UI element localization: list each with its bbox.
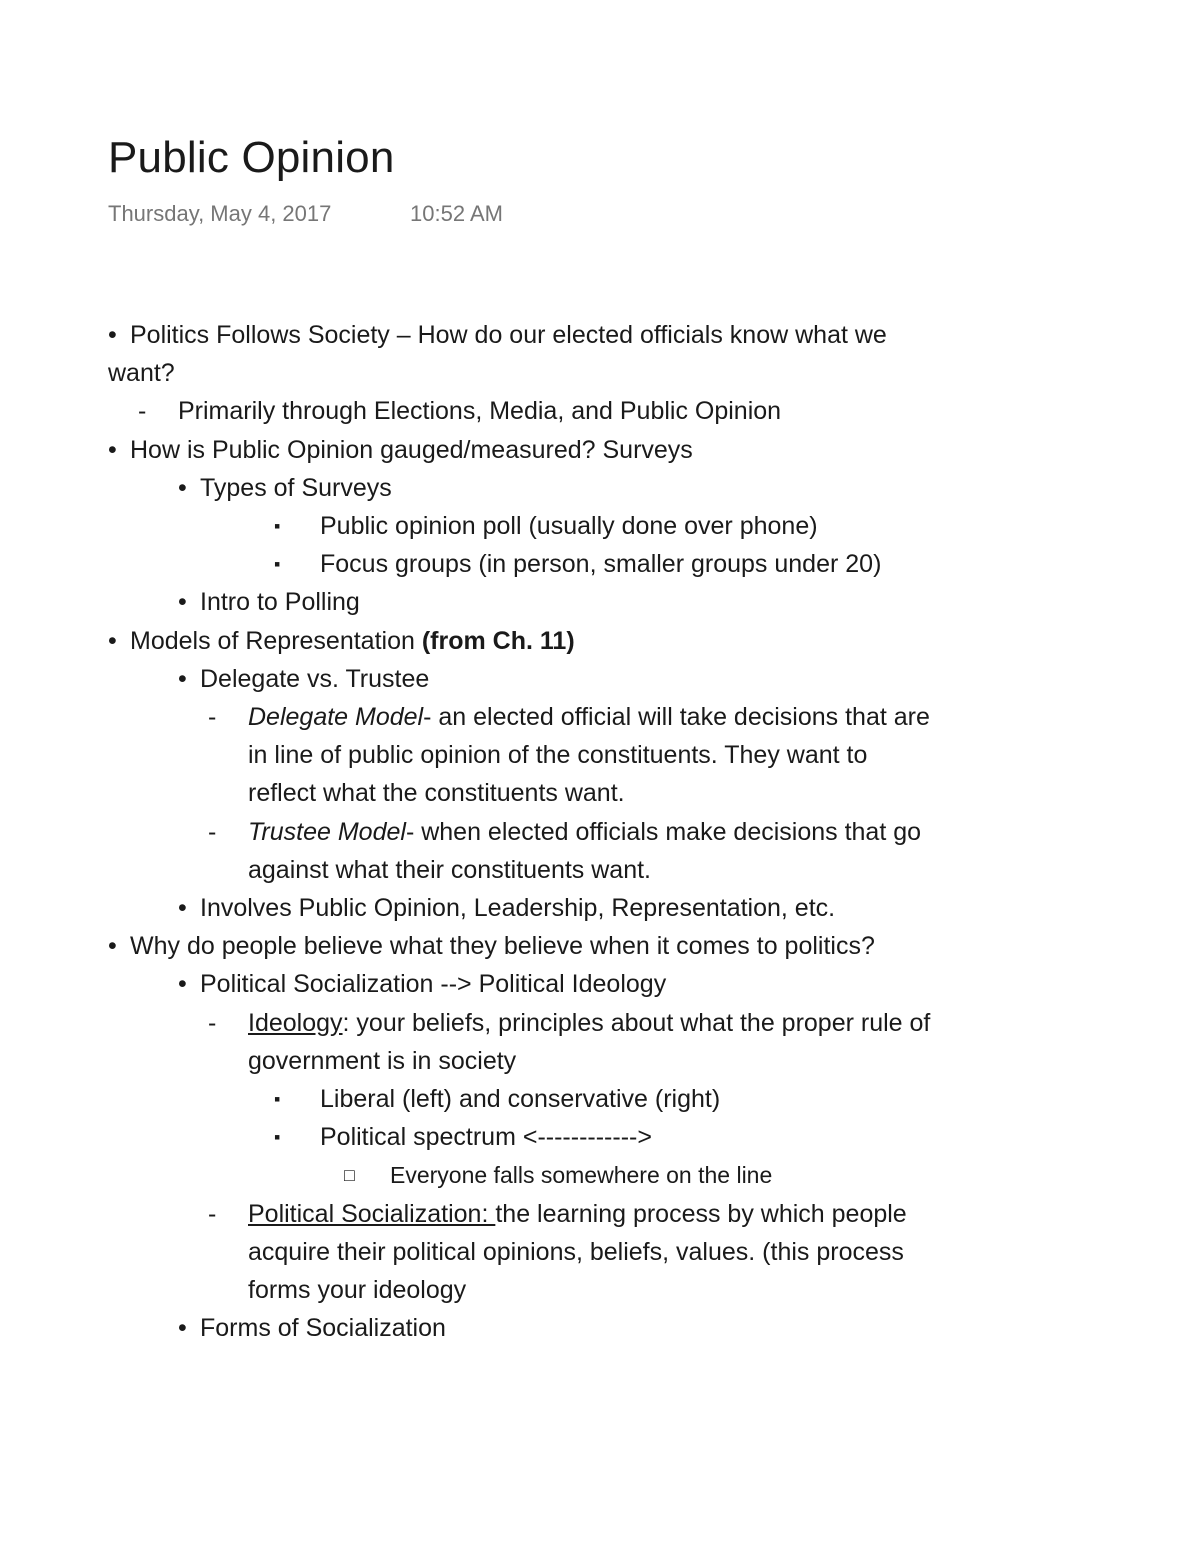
list-item-text: Delegate Model- an elected official will take decisions that are in line of public opinion of the constituents. They want to reflect what the constituents want. xyxy=(248,703,930,808)
bullet-dot-icon: • xyxy=(178,970,187,999)
list-item-text: Everyone falls somewhere on the line xyxy=(390,1162,773,1189)
list-item-text: Intro to Polling xyxy=(200,588,360,617)
list-item-text: How is Public Opinion gauged/measured? Surveys xyxy=(130,435,693,464)
bullet-dot-icon: • xyxy=(178,1314,187,1343)
bullet-dash-icon: - xyxy=(208,1008,217,1037)
list-item xyxy=(108,507,938,545)
list-item-text: Liberal (left) and conservative (right) xyxy=(320,1085,721,1114)
bullet-dot-icon: • xyxy=(108,435,117,464)
list-item xyxy=(108,1080,938,1118)
list-item-text: Public opinion poll (usually done over phone) xyxy=(320,512,818,541)
list-item xyxy=(108,1004,938,1080)
note-time: 10:52 AM xyxy=(410,201,503,226)
list-item-text: Primarily through Elections, Media, and Public Opinion xyxy=(178,397,782,426)
list-item xyxy=(108,1309,938,1347)
note-body xyxy=(108,316,938,1434)
list-item-text: Political spectrum <------------> xyxy=(320,1123,652,1152)
bullet-dash-icon: - xyxy=(208,1199,217,1228)
bullet-dot-icon: • xyxy=(178,664,187,693)
list-item xyxy=(108,1195,938,1310)
list-item xyxy=(108,1118,938,1156)
list-item-text: Political Socialization --> Political Ideology xyxy=(200,970,667,999)
list-item xyxy=(108,316,938,392)
bullet-dot-icon: • xyxy=(108,932,117,961)
list-item-text: Types of Surveys xyxy=(200,473,392,502)
list-item xyxy=(108,660,938,698)
list-item xyxy=(108,965,938,1003)
bullet-square-icon: ▪ xyxy=(274,554,281,575)
bullet-dot-icon: • xyxy=(108,626,117,655)
list-item xyxy=(108,469,938,507)
bullet-dot-icon: • xyxy=(178,894,187,923)
list-item xyxy=(108,927,938,965)
list-item-text: Focus groups (in person, smaller groups under 20) xyxy=(320,550,882,579)
list-item xyxy=(108,1156,938,1194)
list-item xyxy=(108,622,938,660)
bullet-square-icon: ▪ xyxy=(274,516,281,537)
note-meta xyxy=(108,198,503,230)
bullet-dot-icon: • xyxy=(178,588,187,617)
list-item-text: Why do people believe what they believe when it comes to politics? xyxy=(130,932,875,961)
list-item xyxy=(108,698,938,813)
list-item xyxy=(108,392,938,430)
list-item xyxy=(108,545,938,583)
bullet-dash-icon: - xyxy=(208,817,217,846)
bullet-checkbox-icon: □ xyxy=(344,1165,355,1186)
bullet-square-icon: ▪ xyxy=(274,1089,281,1110)
list-item xyxy=(108,583,938,621)
list-item xyxy=(108,431,938,469)
bullet-dot-icon: • xyxy=(178,473,187,502)
page-title: Public Opinion xyxy=(108,133,395,182)
list-item-text: Involves Public Opinion, Leadership, Representation, etc. xyxy=(200,894,836,923)
bullet-dot-icon: • xyxy=(108,321,117,349)
list-item-text: Political Socialization: the learning process by which people acquire their political opinions, beliefs, values. (this process forms your ideology xyxy=(248,1199,907,1305)
list-item-text: Ideology: your beliefs, principles about what the proper rule of government is in society xyxy=(248,1008,931,1075)
list-item-text: Politics Follows Society – How do our elected officials know what we want? xyxy=(108,321,887,388)
list-item-text: Forms of Socialization xyxy=(200,1314,446,1343)
note-date: Thursday, May 4, 2017 xyxy=(108,201,332,226)
list-item-text: Delegate vs. Trustee xyxy=(200,664,430,693)
list-item-text: Trustee Model- when elected officials make decisions that go against what their constituents want. xyxy=(248,817,922,884)
bullet-dash-icon: - xyxy=(138,397,147,426)
list-item-text: Models of Representation (from Ch. 11) xyxy=(130,626,575,655)
bullet-dash-icon: - xyxy=(208,703,217,732)
bullet-square-icon: ▪ xyxy=(274,1127,281,1148)
list-item xyxy=(108,813,938,889)
list-item xyxy=(108,889,938,927)
